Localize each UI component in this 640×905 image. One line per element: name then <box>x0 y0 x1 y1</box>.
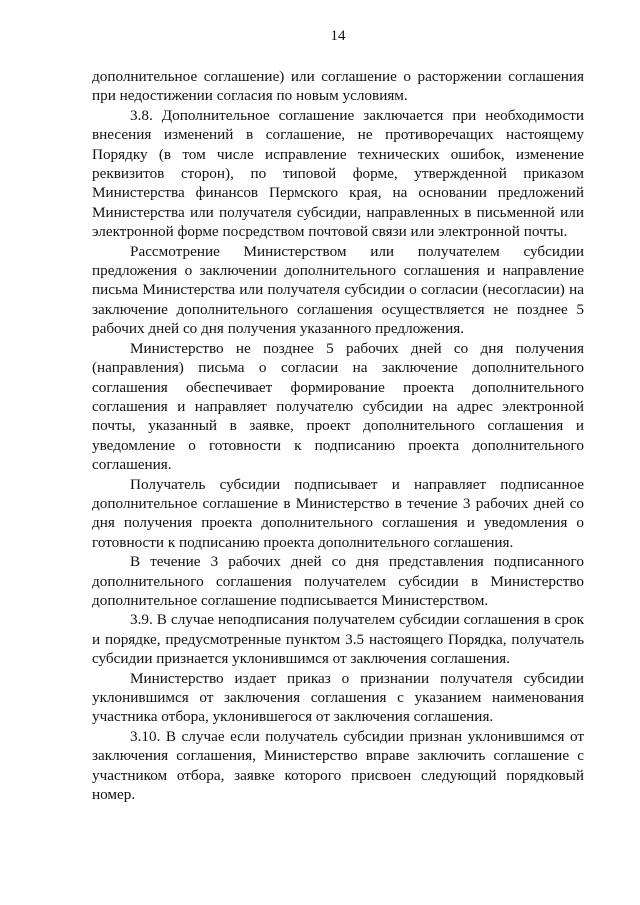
paragraph-1: дополнительное соглашение) или соглашение о расторжении соглашения при недостижении согласия по новым условиям. <box>92 68 584 105</box>
paragraph-8: Министерство издает приказ о признании получателя субсидии уклонившимся от заключения соглашения с указанием наименования участника отбора, уклонившегося от заключения соглашения. <box>92 669 584 726</box>
paragraph-3: Рассмотрение Министерством или получателем субсидии предложения о заключении дополнительного соглашения и направление письма Министерства или получателя субсидии о согласии (несогласии) на заключение дополнительного соглашения осуществляется не позднее 5 рабочих дней со дня получения указанного предложения. <box>92 242 584 338</box>
document-body <box>92 67 584 804</box>
paragraph-7: 3.9. В случае неподписания получателем субсидии соглашения в срок и порядке, предусмотренные пунктом 3.5 настоящего Порядка, получатель субсидии признается уклонившимся от заключения соглашения. <box>92 611 584 668</box>
page-number: 14 <box>330 28 346 44</box>
paragraph-5: Получатель субсидии подписывает и направляет подписанное дополнительное соглашение в Министерство в течение 3 рабочих дней со дня получения проекта дополнительного соглашения и уведомления о готовности к подписанию проекта дополнительного соглашения. <box>92 475 584 551</box>
paragraph-2: 3.8. Дополнительное соглашение заключается при необходимости внесения изменений в соглашение, не противоречащих настоящему Порядку (в том числе исправление технических ошибок, изменение реквизитов сторон), по типовой форме, утвержденной приказом Министерства финансов Пермского края, на основании предложений Министерства или получателя субсидии, направленных в письменной или электронной форме посредством почтовой связи или электронной почты. <box>92 106 584 241</box>
paragraph-6: В течение 3 рабочих дней со дня представления подписанного дополнительного соглашения получателем субсидии в Министерство дополнительное соглашение подписывается Министерством. <box>92 553 584 609</box>
paragraph-4: Министерство не позднее 5 рабочих дней со дня получения (направления) письма о согласии на заключение дополнительного соглашения обеспечивает формирование проекта дополнительного соглашения и направляет получателю субсидии на адрес электронной почты, указанный в заявке, проект дополнительного соглашения и уведомление о готовности к подписанию проекта дополнительного соглашения. <box>92 339 584 474</box>
paragraph-9: 3.10. В случае если получатель субсидии признан уклонившимся от заключения соглашения, Министерство вправе заключить соглашение с участником отбора, заявке которого присвоен следующий порядковый номер. <box>92 727 584 804</box>
